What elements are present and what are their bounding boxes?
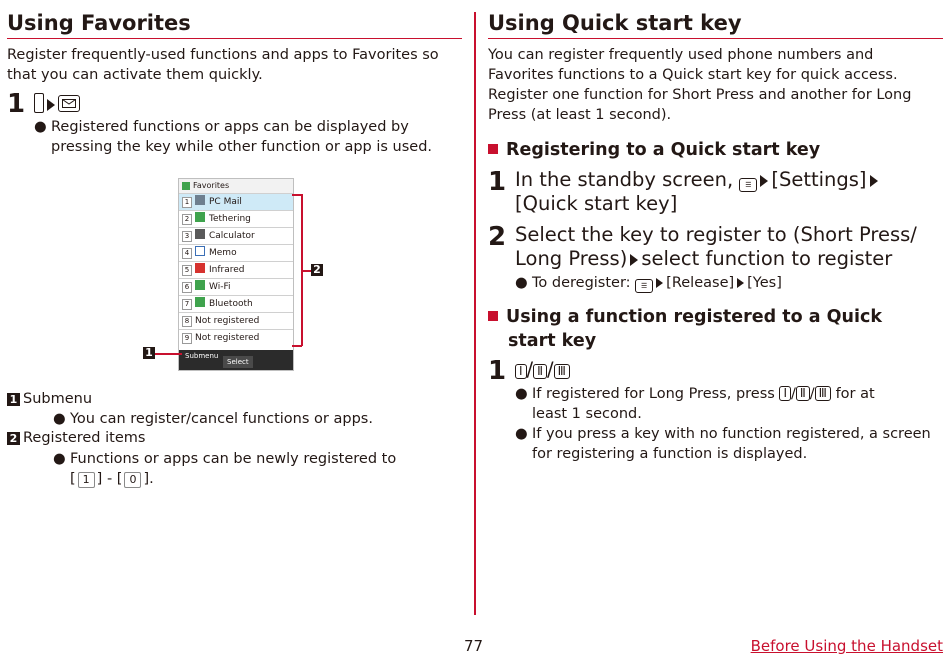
- arrow-icon: [630, 254, 638, 266]
- step1-keys: [34, 93, 80, 114]
- favorites-item: 2 Tethering: [179, 210, 293, 227]
- quick-key-1-icon: Ⅰ: [779, 386, 791, 401]
- legend-bullet: ● Functions or apps can be newly registered to [ 1 ] - [ 0 ].: [53, 451, 397, 487]
- wifi-icon: [195, 280, 205, 290]
- callout-line: [292, 345, 302, 347]
- bullet-icon: ●: [515, 386, 528, 402]
- arrow-icon: [760, 175, 768, 187]
- quick-key-3-icon: Ⅲ: [815, 386, 831, 401]
- column-divider: [474, 12, 476, 615]
- square-bullet-icon: [488, 144, 498, 154]
- step-number: 1: [488, 167, 507, 197]
- arrow-icon: [656, 278, 663, 288]
- key-0-icon: 0: [124, 472, 141, 488]
- memo-icon: [195, 246, 205, 256]
- subheading-using-registered: Using a function registered to a Quick start key: [488, 305, 943, 353]
- callout-label-1: 1: [143, 347, 155, 359]
- menu-key-icon: ☰: [739, 178, 757, 192]
- step-number: 1: [488, 356, 507, 386]
- section-rule: [7, 38, 462, 39]
- bluetooth-icon: [195, 297, 205, 307]
- favorites-intro: Register frequently-used functions and apps to Favorites so that you can activate them quickly.: [7, 47, 439, 83]
- arrow-icon: [47, 99, 55, 111]
- bullet-icon: ●: [515, 275, 528, 291]
- subheading-registering: Registering to a Quick start key: [488, 138, 943, 162]
- submenu-softkey: Submenu: [185, 352, 219, 360]
- menu-key-icon: ☰: [635, 279, 653, 293]
- arrow-icon: [737, 278, 744, 288]
- calculator-icon: [195, 229, 205, 239]
- legend-item-registered: 2 Registered items: [7, 428, 462, 448]
- bullet-icon: ●: [34, 119, 47, 135]
- favorites-icon: [182, 182, 190, 190]
- favorites-item: 4 Memo: [179, 244, 293, 261]
- register-step-2: Select the key to register to (Short Press/ Long Press) select function to register: [515, 223, 917, 270]
- section-rule: [488, 38, 943, 39]
- favorites-item: 6 Wi-Fi: [179, 278, 293, 295]
- side-key-icon: [34, 93, 44, 113]
- favorites-screenshot: [178, 178, 294, 371]
- register-step-1: In the standby screen, ☰ [Settings] [Quick start key]: [515, 168, 945, 216]
- pc-mail-icon: [195, 195, 205, 205]
- favorites-item: 5 Infrared: [179, 261, 293, 278]
- bullet-icon: ●: [53, 411, 66, 427]
- section-title-quick-start: Using Quick start key: [488, 11, 742, 35]
- callout-line: [301, 270, 311, 272]
- quick-key-3-icon: Ⅲ: [554, 364, 570, 379]
- quick-key-2-icon: Ⅱ: [533, 364, 547, 379]
- callout-line: [155, 353, 182, 355]
- softkey-bar: [179, 350, 293, 370]
- bullet-icon: ●: [53, 451, 66, 467]
- mail-key-icon: [58, 95, 80, 112]
- step-number: 1: [7, 89, 26, 119]
- tethering-icon: [195, 212, 205, 222]
- page-number: 77: [464, 637, 484, 655]
- chapter-link[interactable]: Before Using the Handset: [750, 637, 943, 655]
- callout-label-2: 2: [311, 264, 323, 276]
- favorites-item: 9 Not registered: [179, 329, 293, 346]
- favorites-item: 7 Bluetooth: [179, 295, 293, 312]
- quick-key-1-icon: Ⅰ: [515, 364, 527, 379]
- select-softkey: Select: [223, 356, 253, 368]
- favorites-item: 8 Not registered: [179, 312, 293, 329]
- favorites-screen-title: Favorites: [179, 179, 293, 193]
- step-number: 2: [488, 222, 507, 252]
- use-step-1: Ⅰ / Ⅱ / Ⅲ: [515, 358, 570, 382]
- infrared-icon: [195, 263, 205, 273]
- favorites-item: 3 Calculator: [179, 227, 293, 244]
- legend-item-submenu: 1 Submenu: [7, 389, 462, 409]
- bullet-icon: ●: [515, 426, 528, 442]
- square-bullet-icon: [488, 311, 498, 321]
- quick-start-intro: You can register frequently used phone numbers and Favorites functions to a Quick start key for quick access. Register one function for Short Press and another for Long Press (at least 1 second).: [488, 47, 912, 123]
- section-title-favorites: Using Favorites: [7, 11, 191, 35]
- favorites-item: 1 PC Mail: [179, 193, 293, 210]
- key-1-icon: 1: [78, 472, 95, 488]
- arrow-icon: [870, 175, 878, 187]
- quick-key-2-icon: Ⅱ: [796, 386, 810, 401]
